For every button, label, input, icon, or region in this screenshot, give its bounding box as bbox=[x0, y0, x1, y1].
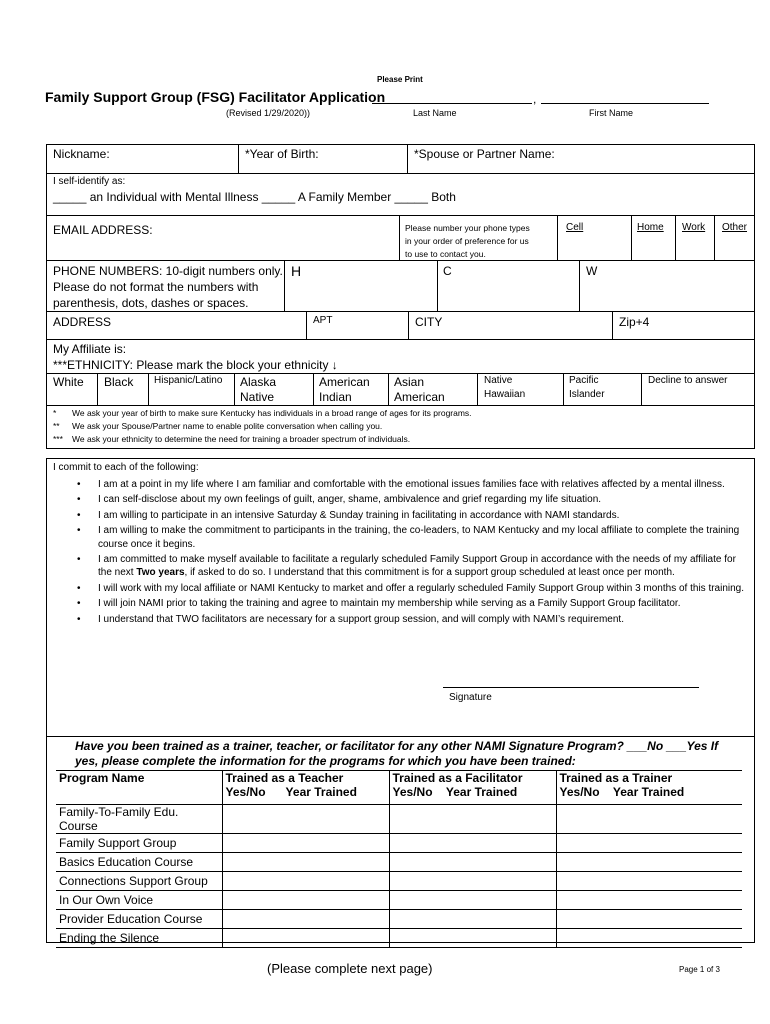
ethnicity-alaska-1[interactable]: Alaska bbox=[240, 375, 277, 389]
phone-type-home[interactable]: Home bbox=[637, 222, 664, 233]
facilitator-cell[interactable] bbox=[389, 929, 556, 948]
table-header-row bbox=[56, 771, 742, 805]
divider bbox=[46, 311, 755, 312]
divider bbox=[714, 215, 715, 260]
ethnicity-pacific-1[interactable]: Pacific bbox=[569, 375, 599, 386]
ethnicity-prompt: ***ETHNICITY: Please mark the block your ethnicity ↓ bbox=[53, 358, 338, 372]
teacher-cell[interactable] bbox=[222, 929, 389, 948]
teacher-subheader bbox=[226, 785, 386, 799]
ethnicity-alaska-2[interactable]: Native bbox=[240, 390, 275, 404]
divider bbox=[46, 339, 755, 340]
year-trained-label: Year Trained bbox=[445, 785, 518, 799]
year-trained-label: Year Trained bbox=[612, 785, 685, 799]
facilitator-cell[interactable] bbox=[389, 853, 556, 872]
program-name: Basics Education Course bbox=[56, 853, 222, 872]
yesno-label: Yes/No bbox=[392, 785, 433, 799]
teacher-cell[interactable] bbox=[222, 872, 389, 891]
divider bbox=[388, 373, 389, 405]
self-identify-options[interactable]: _____ an Individual with Mental Illness _____ A Family Member _____ Both bbox=[53, 190, 456, 204]
program-name: In Our Own Voice bbox=[56, 891, 222, 910]
trainer-cell[interactable] bbox=[556, 805, 742, 834]
divider bbox=[46, 405, 755, 406]
facilitator-cell[interactable] bbox=[389, 834, 556, 853]
ethnicity-hawaiian-1[interactable]: Native bbox=[484, 375, 513, 386]
ethnicity-decline[interactable]: Decline to answer bbox=[648, 375, 728, 386]
nickname-field[interactable]: Nickname: bbox=[53, 147, 110, 161]
phone-type-other[interactable]: Other bbox=[722, 222, 748, 233]
phone-types-note-3: to use to contact you. bbox=[405, 249, 486, 259]
last-name-label: Last Name bbox=[413, 108, 457, 118]
facilitator-cell[interactable] bbox=[389, 805, 556, 834]
trainer-cell[interactable] bbox=[556, 891, 742, 910]
first-name-label: First Name bbox=[589, 108, 634, 118]
trainer-cell[interactable] bbox=[556, 853, 742, 872]
page-title: Family Support Group (FSG) Facilitator Application bbox=[45, 89, 386, 105]
revision-date: (Revised 1/29/2020)) bbox=[226, 108, 311, 118]
program-name-header bbox=[56, 771, 222, 805]
name-separator: , bbox=[533, 92, 537, 106]
table-row bbox=[56, 805, 742, 834]
yesno-label: Yes/No bbox=[225, 785, 266, 799]
commitments-intro: I commit to each of the following: bbox=[53, 462, 199, 473]
footnote-mark: ** bbox=[53, 421, 60, 431]
commitment-text: I am committed to make myself available to facilitate a regularly scheduled Family Support Group in accordance with the needs of my affiliate for the next bbox=[98, 554, 736, 579]
divider bbox=[399, 215, 400, 260]
table-row bbox=[56, 872, 742, 891]
trainer-cell[interactable] bbox=[556, 929, 742, 948]
program-name: Ending the Silence bbox=[56, 929, 222, 948]
ethnicity-american-indian-1[interactable]: American bbox=[319, 375, 370, 389]
phone-numbers-label-1: PHONE NUMBERS: 10-digit numbers only. bbox=[53, 264, 283, 278]
next-page-note: (Please complete next page) bbox=[267, 961, 433, 976]
divider bbox=[313, 373, 314, 405]
facilitator-cell[interactable] bbox=[389, 872, 556, 891]
trainer-cell[interactable] bbox=[556, 872, 742, 891]
table-row bbox=[56, 834, 742, 853]
phone-type-cell[interactable]: Cell bbox=[566, 222, 584, 233]
phone-numbers-label-3: parenthesis, dots, dashes or spaces. bbox=[53, 296, 249, 310]
divider bbox=[148, 373, 149, 405]
table-row bbox=[56, 910, 742, 929]
divider bbox=[46, 260, 755, 261]
divider bbox=[97, 373, 98, 405]
ethnicity-american-indian-2[interactable]: Indian bbox=[319, 390, 352, 404]
commitment-item: • I am willing to participate in an intensive Saturday & Sunday training in facilitating in accordance with NAMI standards. bbox=[75, 509, 745, 522]
divider bbox=[563, 373, 564, 405]
divider bbox=[641, 373, 642, 405]
ethnicity-white[interactable]: White bbox=[53, 375, 84, 389]
program-name: Family-To-Family Edu. Course bbox=[56, 805, 222, 834]
commitment-item: • I am willing to make the commitment to participants in the training, the co-leaders, to NAM Kentucky and my local affiliate to complete the training course once it begins. bbox=[75, 524, 745, 551]
commitment-item bbox=[75, 553, 745, 580]
phone-home-field[interactable]: H bbox=[291, 263, 302, 279]
divider bbox=[612, 311, 613, 339]
divider bbox=[631, 215, 632, 260]
ethnicity-pacific-2[interactable]: Islander bbox=[569, 389, 605, 400]
phone-type-work[interactable]: Work bbox=[682, 222, 706, 233]
last-name-field[interactable] bbox=[372, 103, 532, 104]
facilitator-header-label: Trained as a Facilitator bbox=[392, 771, 523, 785]
affiliate-field[interactable]: My Affiliate is: bbox=[53, 342, 127, 356]
trained-question[interactable]: Have you been trained as a trainer, teacher, or facilitator for any other NAMI Signature Program? ___No ___Yes If yes, please complete the information for the programs for which you have been trained: bbox=[75, 739, 719, 768]
table-row bbox=[56, 929, 742, 948]
footnote-mark: *** bbox=[53, 434, 63, 444]
city-field[interactable]: CITY bbox=[415, 315, 443, 329]
phone-work-field[interactable]: W bbox=[586, 264, 598, 278]
training-table bbox=[56, 770, 742, 948]
facilitator-header bbox=[389, 771, 556, 805]
divider bbox=[557, 215, 558, 260]
ethnicity-hispanic[interactable]: Hispanic/Latino bbox=[154, 375, 223, 386]
table-row bbox=[56, 891, 742, 910]
ethnicity-asian-2[interactable]: American bbox=[394, 390, 445, 404]
commitment-item: • I am at a point in my life where I am familiar and comfortable with the emotional issues families face with relatives affected by a mental illness. bbox=[75, 478, 745, 491]
trainer-header bbox=[556, 771, 742, 805]
phone-cell-field[interactable]: C bbox=[443, 264, 452, 278]
trainer-header-label: Trained as a Trainer bbox=[559, 771, 673, 785]
program-name: Family Support Group bbox=[56, 834, 222, 853]
yesno-label: Yes/No bbox=[559, 785, 600, 799]
teacher-header-label: Trained as a Teacher bbox=[225, 771, 344, 785]
footnote-text: We ask your ethnicity to determine the need for training a broader spectrum of individuals. bbox=[72, 434, 411, 444]
divider bbox=[306, 311, 307, 339]
teacher-cell[interactable] bbox=[222, 853, 389, 872]
address-field[interactable]: ADDRESS bbox=[53, 315, 112, 329]
footnote-text: We ask your year of birth to make sure Kentucky has individuals in a broad range of ages for its programs. bbox=[72, 408, 472, 418]
trainer-subheader bbox=[560, 785, 740, 799]
zip-field[interactable]: Zip+4 bbox=[619, 315, 650, 329]
table-row bbox=[56, 853, 742, 872]
divider bbox=[675, 215, 676, 260]
phone-types-note-1: Please number your phone types bbox=[405, 223, 530, 233]
footnote-text: We ask your Spouse/Partner name to enable polite conversation when calling you. bbox=[72, 421, 383, 431]
divider bbox=[46, 373, 755, 374]
divider bbox=[407, 144, 408, 173]
facilitator-cell[interactable] bbox=[389, 910, 556, 929]
footnote-mark: * bbox=[53, 408, 57, 418]
teacher-cell[interactable] bbox=[222, 910, 389, 929]
page-number: Page 1 of 3 bbox=[679, 965, 720, 974]
program-name-header-label: Program Name bbox=[59, 771, 145, 785]
ethnicity-black[interactable]: Black bbox=[104, 375, 134, 389]
trainer-cell[interactable] bbox=[556, 910, 742, 929]
spouse-name-field[interactable]: *Spouse or Partner Name: bbox=[414, 147, 555, 161]
ethnicity-hawaiian-2[interactable]: Hawaiian bbox=[484, 389, 526, 400]
teacher-cell[interactable] bbox=[222, 834, 389, 853]
please-print-label: Please Print bbox=[377, 75, 423, 84]
phone-numbers-label-2: Please do not format the numbers with bbox=[53, 280, 259, 294]
divider bbox=[284, 260, 285, 311]
commitment-item: • I will join NAMI prior to taking the training and agree to maintain my membership while serving as a Family Support Group facilitator. bbox=[75, 597, 745, 610]
first-name-field[interactable] bbox=[541, 103, 709, 104]
commitment-item: • I can self-disclose about my own feelings of guilt, anger, shame, ambivalence and grief regarding my life situation. bbox=[75, 493, 745, 506]
signature-field[interactable] bbox=[443, 687, 699, 688]
self-identify-label: I self-identify as: bbox=[53, 176, 126, 187]
program-name: Provider Education Course bbox=[56, 910, 222, 929]
facilitator-subheader bbox=[393, 785, 553, 799]
divider bbox=[477, 373, 478, 405]
divider bbox=[579, 260, 580, 311]
teacher-cell[interactable] bbox=[222, 805, 389, 834]
ethnicity-asian-1[interactable]: Asian bbox=[394, 375, 425, 389]
teacher-cell[interactable] bbox=[222, 891, 389, 910]
divider bbox=[46, 215, 755, 216]
signature-label: Signature bbox=[449, 692, 492, 703]
facilitator-cell[interactable] bbox=[389, 891, 556, 910]
commitment-item: • I will work with my local affiliate or NAMI Kentucky to market and offer a regularly scheduled Family Support Group within 3 months of this training. bbox=[75, 582, 745, 595]
divider bbox=[238, 144, 239, 173]
commitment-item: • I understand that TWO facilitators are necessary for a support group session, and will comply with NAMI’s requirement. bbox=[75, 613, 745, 626]
divider bbox=[408, 311, 409, 339]
commitment-emphasis: Two years bbox=[136, 567, 185, 579]
year-trained-label: Year Trained bbox=[285, 785, 357, 799]
commitment-text: , if asked to do so. I understand that this commitment is for a support group scheduled at least once per month. bbox=[184, 567, 675, 579]
trainer-cell[interactable] bbox=[556, 834, 742, 853]
divider bbox=[46, 173, 755, 174]
teacher-header bbox=[222, 771, 389, 805]
email-field[interactable]: EMAIL ADDRESS: bbox=[53, 223, 153, 237]
apt-field[interactable]: APT bbox=[313, 315, 333, 326]
program-name: Connections Support Group bbox=[56, 872, 222, 891]
divider bbox=[234, 373, 235, 405]
divider bbox=[437, 260, 438, 311]
year-of-birth-field[interactable]: *Year of Birth: bbox=[245, 147, 319, 161]
commitments-list bbox=[75, 478, 745, 628]
phone-types-note-2: in your order of preference for us bbox=[405, 236, 529, 246]
